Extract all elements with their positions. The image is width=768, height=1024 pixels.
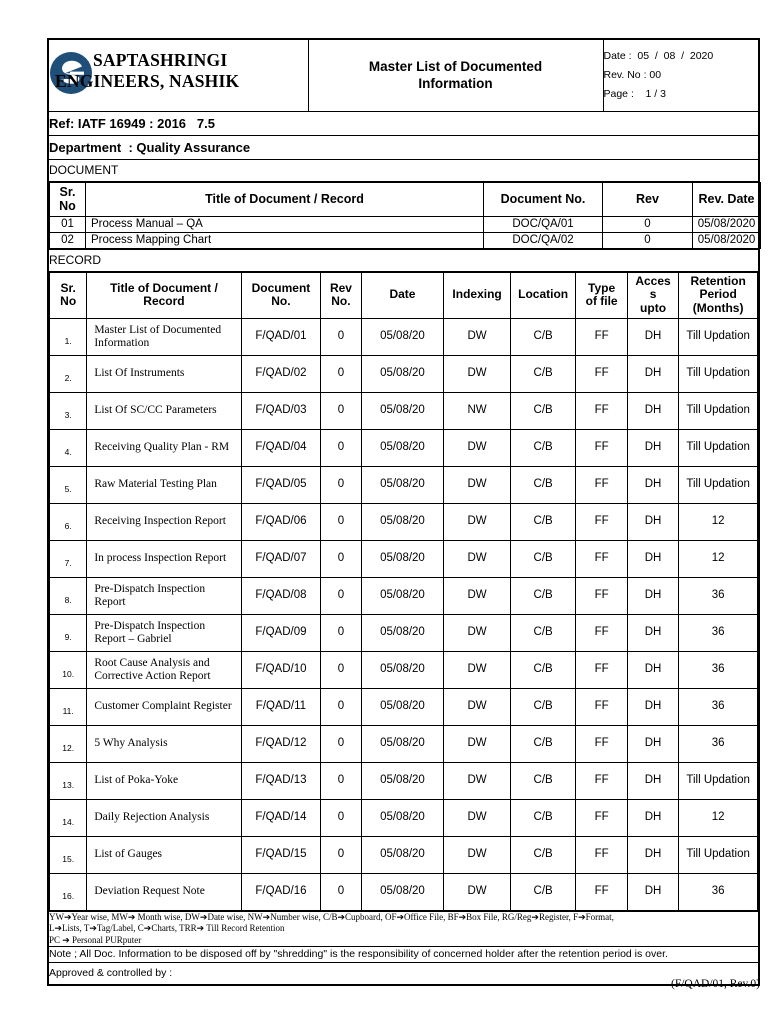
table-row xyxy=(50,216,761,232)
cell-rev-no: 0 xyxy=(321,392,361,429)
cell-indexing: DW xyxy=(444,873,511,910)
header-meta-cell xyxy=(603,39,759,111)
col-type-of-file: Type of file xyxy=(576,272,627,318)
cell-sr: 1. xyxy=(50,318,87,355)
cell-sr: 10. xyxy=(50,651,87,688)
cell-date: 05/08/20 xyxy=(361,799,444,836)
table-row xyxy=(50,466,758,503)
record-table-header xyxy=(50,272,758,318)
cell-type-of-file: FF xyxy=(576,762,627,799)
col-access-upto: Acces s upto xyxy=(627,272,678,318)
cell-date: 05/08/20 xyxy=(361,688,444,725)
note-row xyxy=(48,947,759,963)
legend-line-3: PC ➔ Personal PURputer xyxy=(49,934,142,945)
table-row xyxy=(50,318,758,355)
cell-location: C/B xyxy=(510,688,576,725)
cell-access-upto: DH xyxy=(627,577,678,614)
cell-document-no: DOC/QA/01 xyxy=(484,216,603,232)
col-title: Title of Document / Record xyxy=(87,272,241,318)
cell-title: List of Poka-Yoke xyxy=(87,762,241,799)
cell-type-of-file: FF xyxy=(576,318,627,355)
cell-document-no: F/QAD/13 xyxy=(241,762,321,799)
col-rev: Rev xyxy=(603,182,693,216)
department-line: Department : Quality Assurance xyxy=(48,135,759,159)
cell-sr: 4. xyxy=(50,429,87,466)
cell-sr: 16. xyxy=(50,873,87,910)
cell-date: 05/08/20 xyxy=(361,466,444,503)
cell-date: 05/08/20 xyxy=(361,725,444,762)
cell-type-of-file: FF xyxy=(576,577,627,614)
cell-indexing: DW xyxy=(444,577,511,614)
ref-standard-line: Ref: IATF 16949 : 2016 7.5 xyxy=(48,111,759,135)
cell-indexing: NW xyxy=(444,392,511,429)
table-row xyxy=(50,429,758,466)
col-rev-date: Rev. Date xyxy=(693,182,761,216)
cell-rev-no: 0 xyxy=(321,873,361,910)
cell-access-upto: DH xyxy=(627,799,678,836)
cell-document-no: F/QAD/08 xyxy=(241,577,321,614)
ref-row xyxy=(48,111,759,135)
table-row xyxy=(50,232,761,248)
document-table-cell xyxy=(48,181,759,249)
cell-location: C/B xyxy=(510,577,576,614)
cell-date: 05/08/20 xyxy=(361,762,444,799)
cell-title: 5 Why Analysis xyxy=(87,725,241,762)
legend-line-1: YW➔Year wise, MW➔ Month wise, DW➔Date wise, NW➔Number wise, C/B➔Cupboard, OF➔Office File, BF➔Box File, RG/Reg➔Register, F➔Format, xyxy=(49,911,614,922)
cell-indexing: DW xyxy=(444,651,511,688)
record-table xyxy=(49,272,758,911)
col-date: Date xyxy=(361,272,444,318)
legend-abbreviations xyxy=(48,911,759,947)
cell-indexing: DW xyxy=(444,503,511,540)
cell-sr: 5. xyxy=(50,466,87,503)
cell-document-no: F/QAD/11 xyxy=(241,688,321,725)
cell-access-upto: DH xyxy=(627,466,678,503)
cell-access-upto: DH xyxy=(627,355,678,392)
cell-access-upto: DH xyxy=(627,503,678,540)
table-row xyxy=(50,836,758,873)
cell-sr: 01 xyxy=(50,216,86,232)
cell-location: C/B xyxy=(510,614,576,651)
col-rev-no: Rev No. xyxy=(321,272,361,318)
cell-indexing: DW xyxy=(444,725,511,762)
cell-sr: 2. xyxy=(50,355,87,392)
header-row xyxy=(48,39,759,111)
cell-sr: 7. xyxy=(50,540,87,577)
cell-document-no: F/QAD/07 xyxy=(241,540,321,577)
document-title-line2: Information xyxy=(418,76,493,92)
cell-document-no: F/QAD/01 xyxy=(241,318,321,355)
cell-type-of-file: FF xyxy=(576,429,627,466)
cell-retention-period: 12 xyxy=(679,503,758,540)
cell-date: 05/08/20 xyxy=(361,540,444,577)
cell-title: Master List of Documented Information xyxy=(87,318,241,355)
header-date: Date : 05 / 08 / 2020 xyxy=(603,49,714,62)
cell-type-of-file: FF xyxy=(576,392,627,429)
cell-title: Raw Material Testing Plan xyxy=(87,466,241,503)
record-section-label: RECORD xyxy=(48,249,759,271)
cell-rev-no: 0 xyxy=(321,836,361,873)
cell-type-of-file: FF xyxy=(576,725,627,762)
cell-location: C/B xyxy=(510,392,576,429)
table-row xyxy=(50,688,758,725)
cell-date: 05/08/20 xyxy=(361,429,444,466)
table-row xyxy=(50,577,758,614)
cell-indexing: DW xyxy=(444,355,511,392)
record-table-cell xyxy=(48,271,759,911)
cell-access-upto: DH xyxy=(627,873,678,910)
cell-title: Receiving Inspection Report xyxy=(87,503,241,540)
cell-access-upto: DH xyxy=(627,651,678,688)
department-row xyxy=(48,135,759,159)
cell-title: Customer Complaint Register xyxy=(87,688,241,725)
company-name xyxy=(55,50,240,92)
col-document-no: Document No. xyxy=(484,182,603,216)
header-rev-no: Rev. No : 00 xyxy=(603,68,662,81)
legend-row xyxy=(48,911,759,947)
cell-location: C/B xyxy=(510,725,576,762)
company-name-line2: ENGINEERS, NASHIK xyxy=(55,71,240,92)
cell-retention-period: 36 xyxy=(679,614,758,651)
cell-type-of-file: FF xyxy=(576,799,627,836)
document-table xyxy=(49,182,761,249)
cell-retention-period: Till Updation xyxy=(679,429,758,466)
cell-indexing: DW xyxy=(444,540,511,577)
cell-title: Deviation Request Note xyxy=(87,873,241,910)
cell-indexing: DW xyxy=(444,614,511,651)
cell-indexing: DW xyxy=(444,836,511,873)
cell-rev-no: 0 xyxy=(321,762,361,799)
table-row xyxy=(50,799,758,836)
master-list-document xyxy=(47,38,760,986)
cell-indexing: DW xyxy=(444,318,511,355)
col-retention-period: Retention Period (Months) xyxy=(679,272,758,318)
cell-date: 05/08/20 xyxy=(361,577,444,614)
cell-title: List Of Instruments xyxy=(87,355,241,392)
cell-date: 05/08/20 xyxy=(361,318,444,355)
cell-rev: 0 xyxy=(603,216,693,232)
cell-document-no: F/QAD/06 xyxy=(241,503,321,540)
cell-sr: 14. xyxy=(50,799,87,836)
cell-rev-no: 0 xyxy=(321,466,361,503)
col-indexing: Indexing xyxy=(444,272,511,318)
cell-rev: 0 xyxy=(603,232,693,248)
cell-title: List of Gauges xyxy=(87,836,241,873)
cell-access-upto: DH xyxy=(627,392,678,429)
table-row xyxy=(50,355,758,392)
cell-sr: 12. xyxy=(50,725,87,762)
cell-indexing: DW xyxy=(444,688,511,725)
cell-retention-period: Till Updation xyxy=(679,762,758,799)
cell-document-no: F/QAD/12 xyxy=(241,725,321,762)
cell-retention-period: Till Updation xyxy=(679,836,758,873)
cell-document-no: F/QAD/16 xyxy=(241,873,321,910)
cell-retention-period: 36 xyxy=(679,577,758,614)
cell-title: Receiving Quality Plan - RM xyxy=(87,429,241,466)
cell-indexing: DW xyxy=(444,799,511,836)
cell-access-upto: DH xyxy=(627,614,678,651)
cell-sr: 13. xyxy=(50,762,87,799)
cell-rev-no: 0 xyxy=(321,503,361,540)
cell-location: C/B xyxy=(510,762,576,799)
cell-type-of-file: FF xyxy=(576,614,627,651)
cell-document-no: F/QAD/04 xyxy=(241,429,321,466)
disposal-note: Note ; All Doc. Information to be disposed off by "shredding" is the responsibility of concerned holder after the retention period is over. xyxy=(48,947,759,963)
cell-title: Pre-Dispatch Inspection Report xyxy=(87,577,241,614)
cell-access-upto: DH xyxy=(627,688,678,725)
record-section-label-row xyxy=(48,249,759,271)
document-table-header xyxy=(50,182,761,216)
cell-location: C/B xyxy=(510,318,576,355)
cell-retention-period: 36 xyxy=(679,651,758,688)
cell-location: C/B xyxy=(510,466,576,503)
document-table-row xyxy=(48,181,759,249)
document-section-label: DOCUMENT xyxy=(48,159,759,181)
col-sr-no: Sr. No xyxy=(50,272,87,318)
cell-type-of-file: FF xyxy=(576,836,627,873)
cell-title: Process Manual – QA xyxy=(86,216,484,232)
cell-type-of-file: FF xyxy=(576,466,627,503)
cell-retention-period: 12 xyxy=(679,540,758,577)
cell-location: C/B xyxy=(510,799,576,836)
cell-title: In process Inspection Report xyxy=(87,540,241,577)
cell-type-of-file: FF xyxy=(576,688,627,725)
cell-sr: 15. xyxy=(50,836,87,873)
col-location: Location xyxy=(510,272,576,318)
table-row xyxy=(50,392,758,429)
cell-access-upto: DH xyxy=(627,429,678,466)
cell-access-upto: DH xyxy=(627,540,678,577)
cell-location: C/B xyxy=(510,503,576,540)
cell-date: 05/08/20 xyxy=(361,651,444,688)
document-title-cell xyxy=(308,39,603,111)
cell-title: Daily Rejection Analysis xyxy=(87,799,241,836)
cell-access-upto: DH xyxy=(627,725,678,762)
cell-retention-period: Till Updation xyxy=(679,355,758,392)
cell-location: C/B xyxy=(510,540,576,577)
company-name-line1: SAPTASHRINGI xyxy=(93,50,228,71)
cell-indexing: DW xyxy=(444,466,511,503)
cell-access-upto: DH xyxy=(627,762,678,799)
cell-document-no: F/QAD/05 xyxy=(241,466,321,503)
legend-line-2: L➔Lists, T➔Tag/Label, C➔Charts, TRR➔ Till Record Retention xyxy=(49,923,285,933)
cell-sr: 11. xyxy=(50,688,87,725)
cell-document-no: F/QAD/14 xyxy=(241,799,321,836)
cell-date: 05/08/20 xyxy=(361,614,444,651)
cell-indexing: DW xyxy=(444,429,511,466)
table-row xyxy=(50,725,758,762)
cell-date: 05/08/20 xyxy=(361,392,444,429)
cell-date: 05/08/20 xyxy=(361,503,444,540)
cell-location: C/B xyxy=(510,873,576,910)
cell-rev-no: 0 xyxy=(321,688,361,725)
table-row xyxy=(50,540,758,577)
cell-location: C/B xyxy=(510,429,576,466)
cell-title: Process Mapping Chart xyxy=(86,232,484,248)
cell-indexing: DW xyxy=(444,762,511,799)
cell-sr: 3. xyxy=(50,392,87,429)
form-code-footer: (F/QAD/01, Rev.0) xyxy=(670,978,760,990)
cell-document-no: F/QAD/09 xyxy=(241,614,321,651)
col-document-no: Document No. xyxy=(241,272,321,318)
cell-sr: 6. xyxy=(50,503,87,540)
cell-location: C/B xyxy=(510,836,576,873)
cell-sr: 8. xyxy=(50,577,87,614)
cell-type-of-file: FF xyxy=(576,651,627,688)
cell-rev-no: 0 xyxy=(321,540,361,577)
cell-date: 05/08/20 xyxy=(361,873,444,910)
table-row xyxy=(50,873,758,910)
cell-type-of-file: FF xyxy=(576,355,627,392)
cell-rev-no: 0 xyxy=(321,614,361,651)
cell-document-no: F/QAD/10 xyxy=(241,651,321,688)
approved-row xyxy=(48,963,759,985)
cell-document-no: F/QAD/02 xyxy=(241,355,321,392)
cell-location: C/B xyxy=(510,355,576,392)
cell-rev-date: 05/08/2020 xyxy=(693,216,761,232)
cell-document-no: F/QAD/03 xyxy=(241,392,321,429)
cell-rev-no: 0 xyxy=(321,355,361,392)
cell-rev-no: 0 xyxy=(321,577,361,614)
table-row xyxy=(50,762,758,799)
cell-access-upto: DH xyxy=(627,318,678,355)
document-header-table xyxy=(47,38,760,986)
record-table-row xyxy=(48,271,759,911)
cell-title: Root Cause Analysis and Corrective Action Report xyxy=(87,651,241,688)
cell-rev-no: 0 xyxy=(321,799,361,836)
cell-retention-period: 12 xyxy=(679,799,758,836)
cell-type-of-file: FF xyxy=(576,873,627,910)
cell-retention-period: Till Updation xyxy=(679,318,758,355)
table-row xyxy=(50,614,758,651)
cell-rev-no: 0 xyxy=(321,651,361,688)
cell-date: 05/08/20 xyxy=(361,355,444,392)
cell-rev-no: 0 xyxy=(321,725,361,762)
col-title: Title of Document / Record xyxy=(86,182,484,216)
cell-rev-no: 0 xyxy=(321,318,361,355)
cell-retention-period: Till Updation xyxy=(679,392,758,429)
cell-type-of-file: FF xyxy=(576,540,627,577)
cell-rev-date: 05/08/2020 xyxy=(693,232,761,248)
document-title-line1: Master List of Documented xyxy=(368,59,543,75)
cell-sr: 9. xyxy=(50,614,87,651)
header-page-no: Page : 1 / 3 xyxy=(603,87,666,100)
col-sr-no: Sr. No xyxy=(50,182,86,216)
cell-document-no: F/QAD/15 xyxy=(241,836,321,873)
cell-retention-period: 36 xyxy=(679,725,758,762)
cell-retention-period: 36 xyxy=(679,688,758,725)
cell-document-no: DOC/QA/02 xyxy=(484,232,603,248)
cell-access-upto: DH xyxy=(627,836,678,873)
cell-location: C/B xyxy=(510,651,576,688)
document-section-label-row xyxy=(48,159,759,181)
cell-date: 05/08/20 xyxy=(361,836,444,873)
cell-retention-period: Till Updation xyxy=(679,466,758,503)
cell-retention-period: 36 xyxy=(679,873,758,910)
company-identity-cell xyxy=(48,39,308,111)
cell-sr: 02 xyxy=(50,232,86,248)
cell-rev-no: 0 xyxy=(321,429,361,466)
table-row xyxy=(50,651,758,688)
approved-controlled-by: Approved & controlled by : xyxy=(48,963,759,985)
cell-title: List Of SC/CC Parameters xyxy=(87,392,241,429)
table-row xyxy=(50,503,758,540)
cell-type-of-file: FF xyxy=(576,503,627,540)
cell-title: Pre-Dispatch Inspection Report – Gabriel xyxy=(87,614,241,651)
